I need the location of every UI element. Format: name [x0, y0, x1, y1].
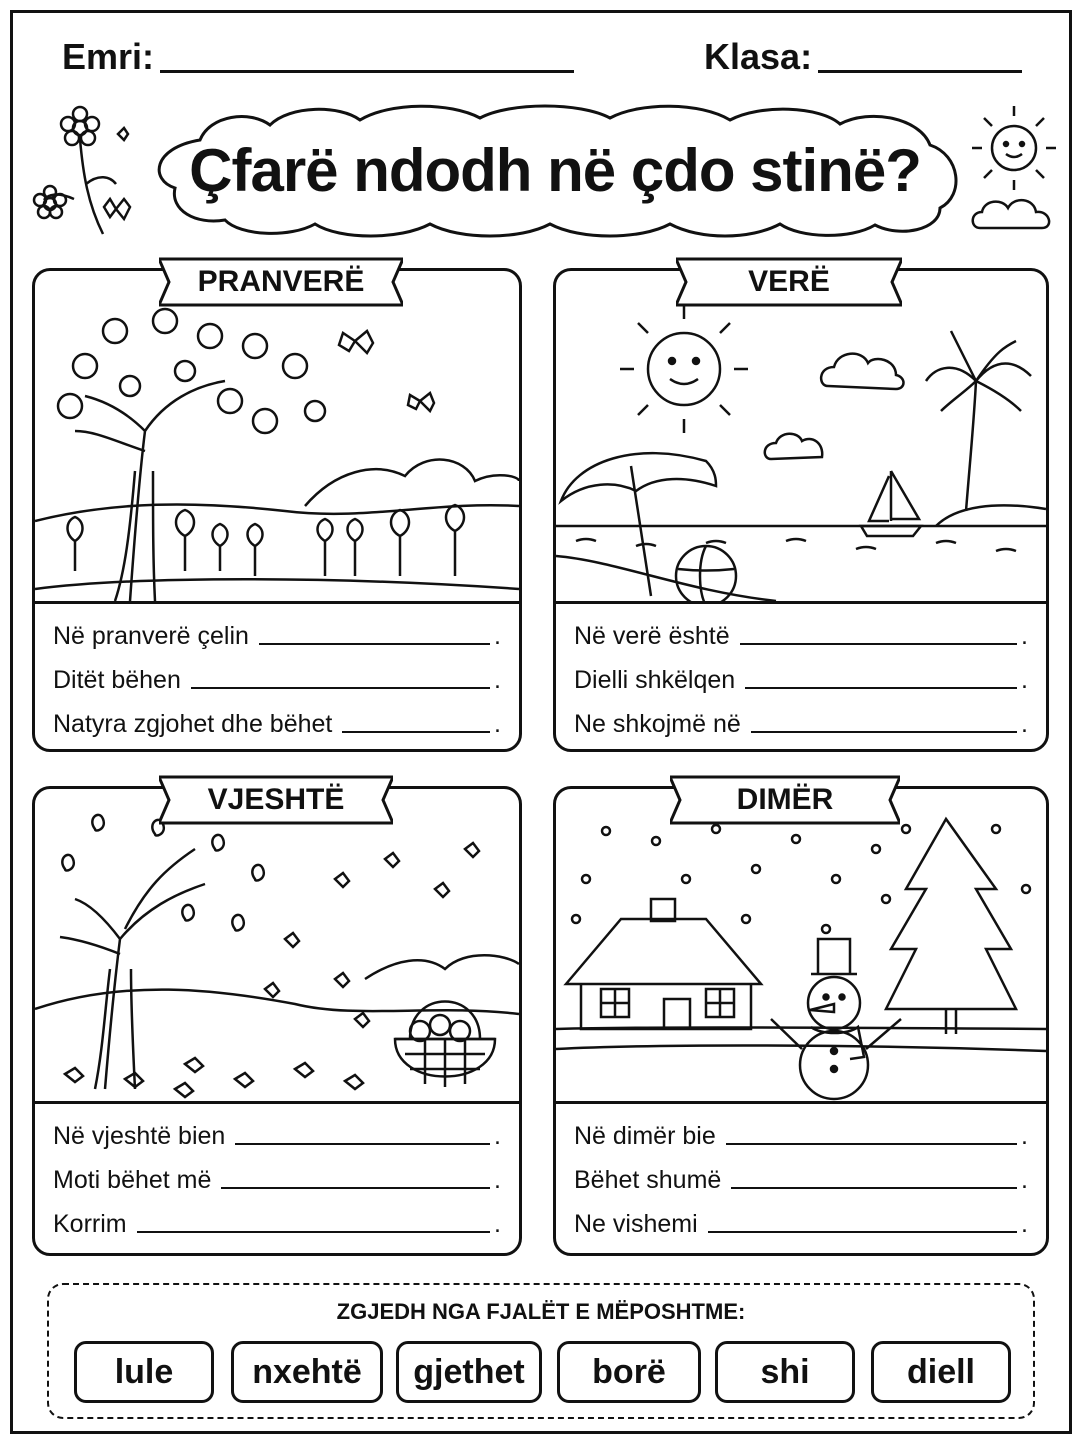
divider — [556, 1101, 1046, 1104]
word-bank — [47, 1283, 1035, 1419]
class-field[interactable] — [818, 70, 1022, 73]
title-banner — [140, 100, 970, 240]
word-chip[interactable]: shi — [715, 1341, 855, 1403]
fill-line[interactable]: Në dimër bie . — [574, 1122, 1028, 1150]
word-chip[interactable]: lule — [74, 1341, 214, 1403]
name-field[interactable] — [160, 70, 574, 73]
name-label: Emri: — [62, 36, 155, 77]
tab-autumn — [159, 775, 393, 825]
fill-line[interactable]: Ditët bëhen . — [53, 666, 501, 694]
word-chip[interactable]: nxehtë — [231, 1341, 383, 1403]
fill-line[interactable]: Korrim . — [53, 1210, 501, 1238]
divider — [35, 601, 519, 604]
panel-autumn — [32, 783, 522, 1256]
tab-spring — [159, 257, 403, 307]
tab-winter — [670, 775, 900, 825]
summer-illustration — [556, 271, 1046, 603]
fill-line[interactable]: Në verë është . — [574, 622, 1028, 650]
season-title: PRANVERË — [197, 265, 365, 298]
word-chip[interactable]: gjethet — [396, 1341, 542, 1403]
fill-line[interactable]: Moti bëhet më . — [53, 1166, 501, 1194]
panel-winter — [553, 783, 1049, 1256]
page-title: Çfarë ndodh në çdo stinë? — [189, 136, 921, 204]
autumn-illustration — [35, 789, 519, 1103]
fill-line[interactable]: Natyra zgjohet dhe bëhet . — [53, 710, 501, 738]
word-bank-title: ZGJEDH NGA FJALËT E MËPOSHTME: — [336, 1299, 746, 1324]
sun-cloud-decoration — [962, 100, 1062, 240]
divider — [556, 601, 1046, 604]
panel-spring — [32, 265, 522, 752]
fill-line[interactable]: Bëhet shumë . — [574, 1166, 1028, 1194]
spring-illustration — [35, 271, 519, 603]
fill-line[interactable]: Dielli shkëlqen . — [574, 666, 1028, 694]
tab-summer — [676, 257, 902, 307]
season-title: VJESHTË — [207, 783, 345, 816]
fill-line[interactable]: Ne shkojmë në . — [574, 710, 1028, 738]
fill-line[interactable]: Ne vishemi . — [574, 1210, 1028, 1238]
word-chip[interactable]: diell — [871, 1341, 1011, 1403]
panel-summer — [553, 265, 1049, 752]
flowers-decoration — [28, 104, 138, 239]
season-title: VERË — [748, 265, 830, 298]
fill-line[interactable]: Në pranverë çelin . — [53, 622, 501, 650]
class-label: Klasa: — [704, 36, 813, 77]
word-chip[interactable]: borë — [557, 1341, 701, 1403]
divider — [35, 1101, 519, 1104]
fill-line[interactable]: Në vjeshtë bien . — [53, 1122, 501, 1150]
season-title: DIMËR — [736, 783, 834, 816]
winter-illustration — [556, 789, 1046, 1103]
